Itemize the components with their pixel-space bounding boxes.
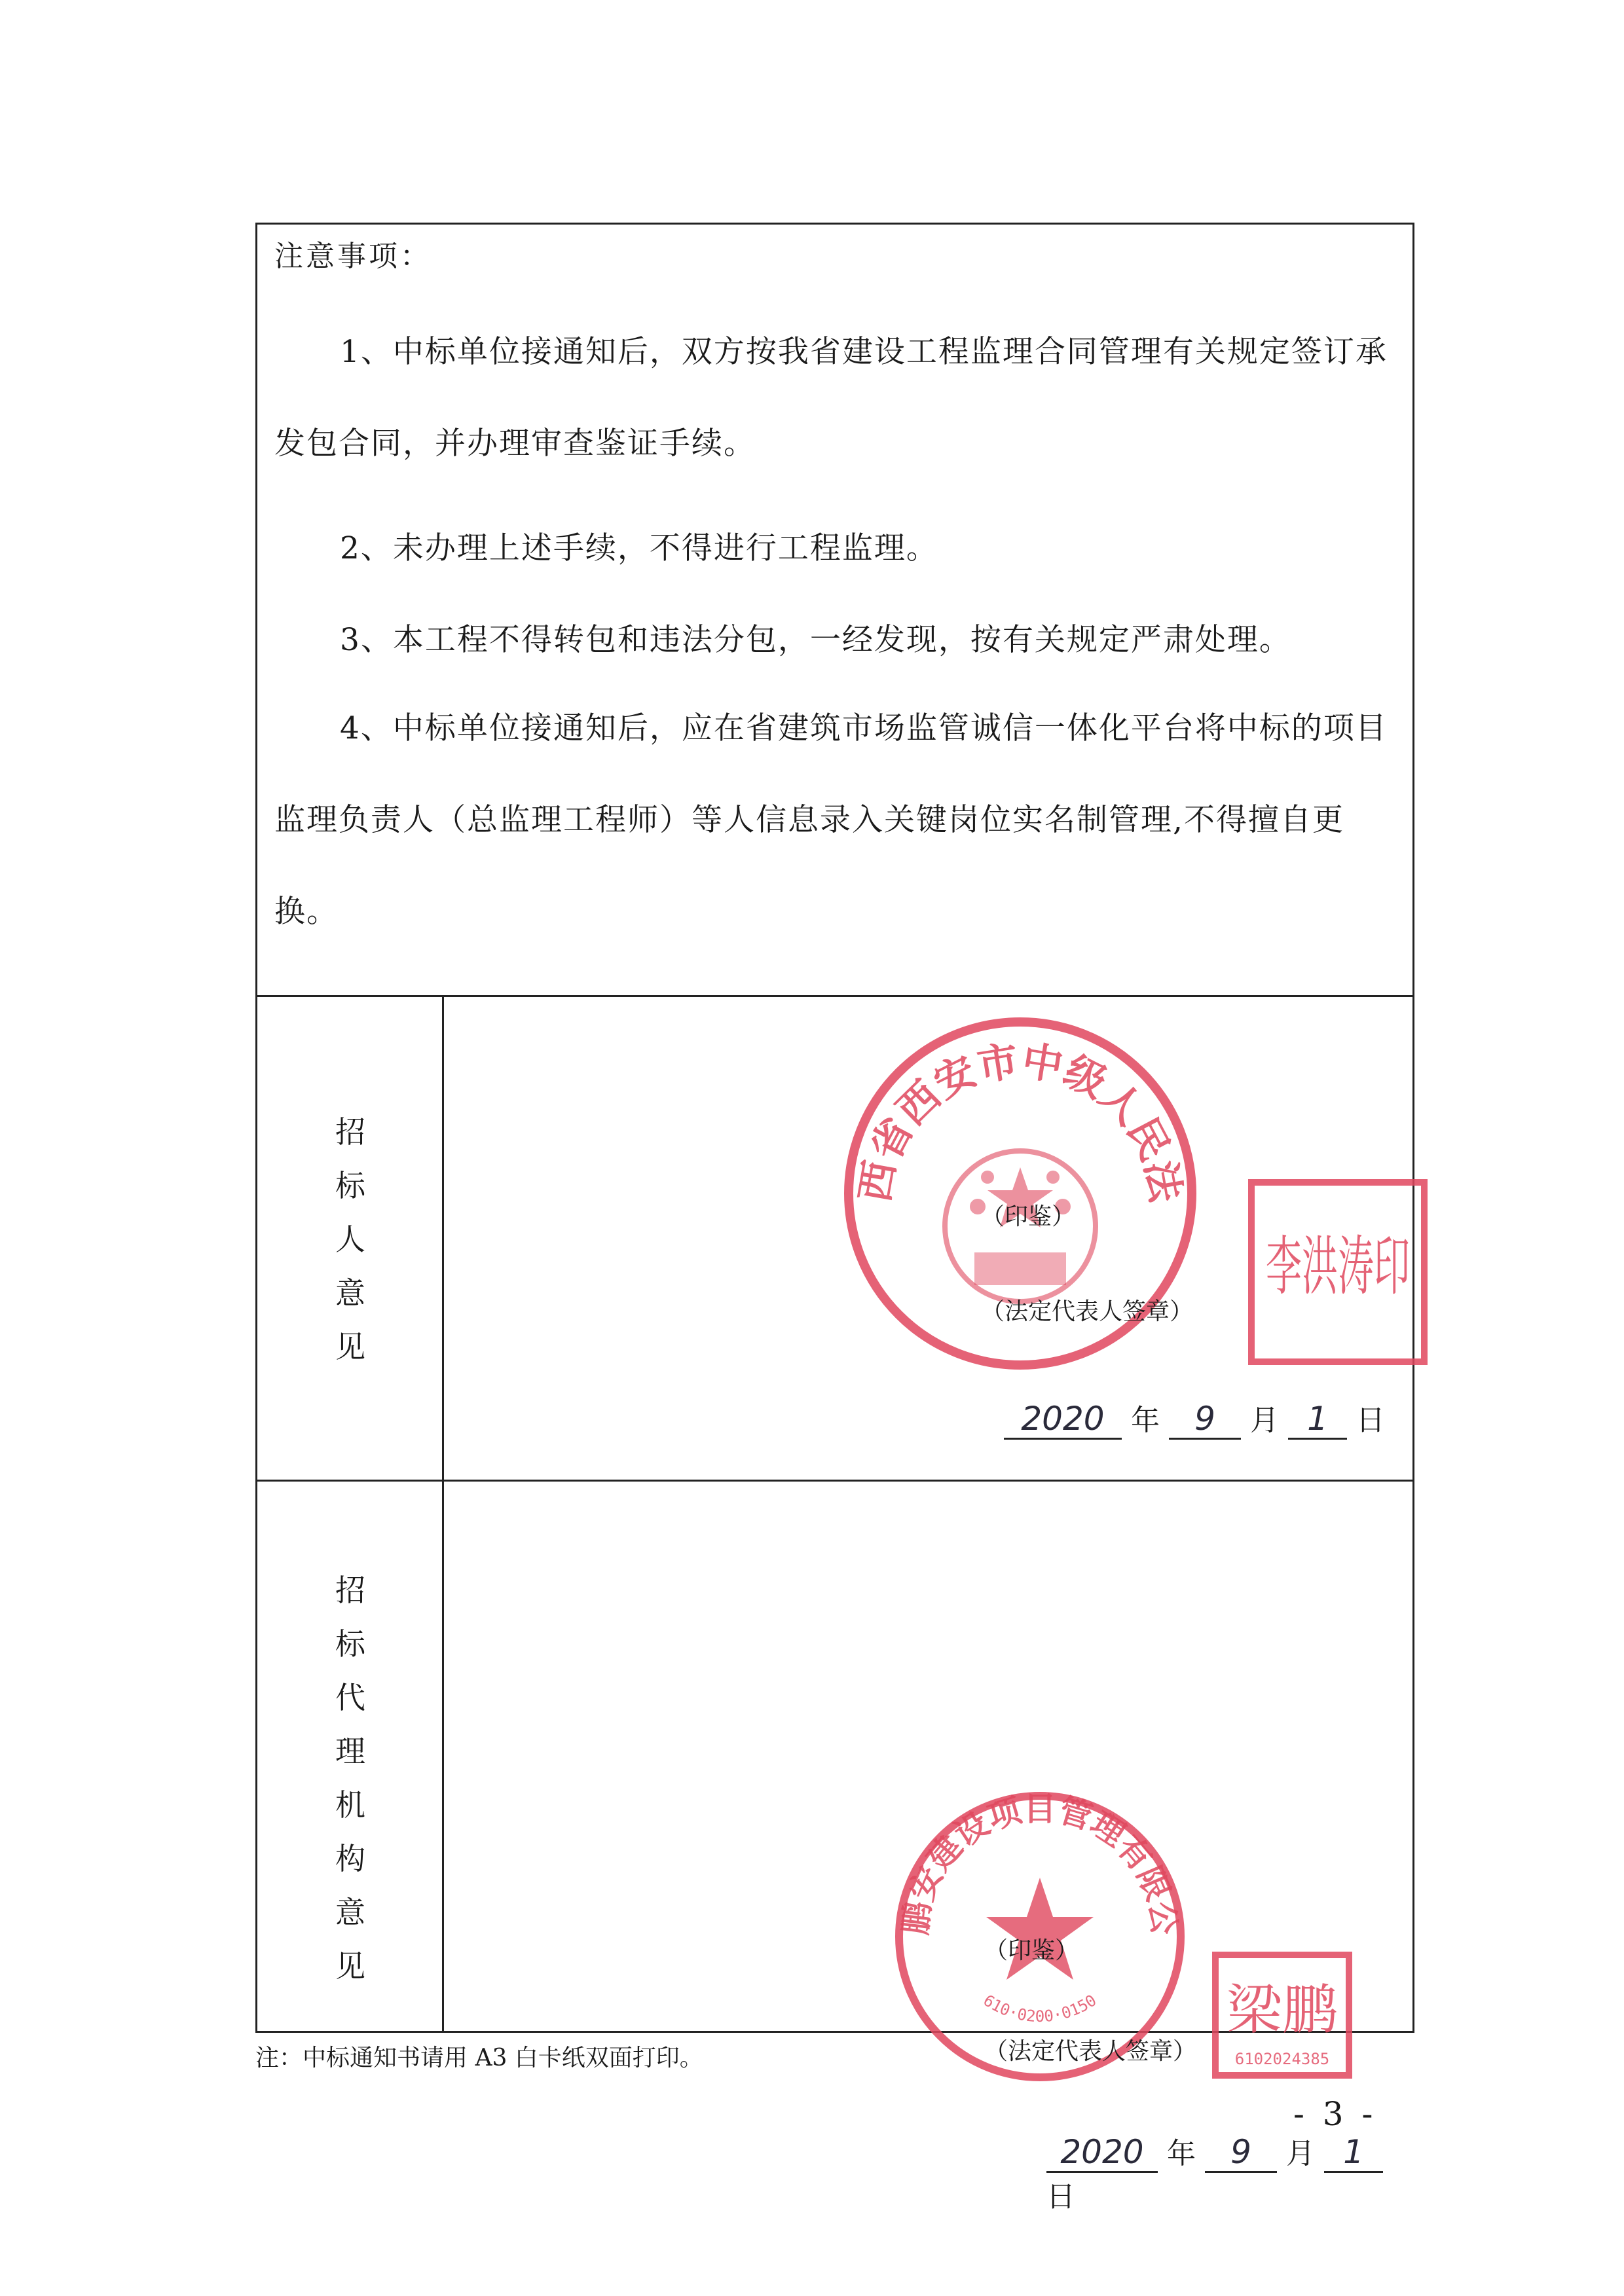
svg-text:大鹏安建设项目管理有限公司: 大鹏安建设项目管理有限公司	[873, 1755, 1185, 1937]
svg-text:610·0200·0150: 610·0200·0150	[980, 1991, 1100, 2026]
footnote: 注：中标通知书请用 A3 白卡纸双面打印。	[255, 2045, 703, 2071]
agent-seal-caption: （印鉴）	[984, 1937, 1079, 1964]
agent-rep-caption: （法定代表人签章）	[984, 2038, 1197, 2065]
agent-date-month: 9	[1205, 2133, 1277, 2173]
tenderer-date-day: 1	[1288, 1400, 1347, 1440]
agent-personal-seal	[1210, 1950, 1354, 2081]
note-item-4: 4、中标单位接通知后，应在省建筑市场监管诚信一体化平台将中标的项目监理负责人（总监理工程师）等人信息录入关键岗位实名制管理,不得擅自更换。	[274, 710, 1388, 930]
agent-date-year: 2020	[1046, 2133, 1158, 2173]
tenderer-seal-caption: （印鉴）	[981, 1203, 1076, 1230]
agent-label-cell	[257, 1482, 444, 2033]
svg-text:陕西省西安市中级人民法院: 陕西省西安市中级人民法院	[816, 972, 1190, 1206]
tenderer-personal-seal	[1246, 1177, 1430, 1367]
notes-section	[257, 225, 1412, 997]
svg-text:6102024385: 6102024385	[1234, 2050, 1330, 2068]
tenderer-label: 招标人意见	[335, 1114, 365, 1364]
tenderer-date-month-unit: 月	[1250, 1404, 1279, 1437]
note-item-3: 3、本工程不得转包和违法分包，一经发现，按有关规定严肃处理。	[340, 622, 1291, 658]
tenderer-date-day-unit: 日	[1356, 1404, 1385, 1437]
tenderer-opinion-row	[257, 972, 1412, 1482]
agent-date-day-unit: 日	[1046, 2180, 1075, 2214]
tenderer-date-year: 2020	[1004, 1400, 1122, 1440]
tenderer-label-cell	[257, 997, 444, 1480]
note-item-1: 1、中标单位接通知后，双方按我省建设工程监理合同管理有关规定签订承发包合同，并办理审查鉴证手续。	[274, 334, 1388, 462]
tenderer-date-month: 9	[1169, 1400, 1241, 1440]
agent-date-year-unit: 年	[1167, 2137, 1196, 2170]
svg-text:李洪涛印: 李洪涛印	[1266, 1230, 1410, 1304]
tenderer-date	[1004, 1396, 1385, 1440]
agent-date-day: 1	[1324, 2133, 1383, 2173]
tenderer-date-year-unit: 年	[1131, 1404, 1160, 1437]
agent-label: 招标代理机构意见	[335, 1573, 365, 1984]
svg-text:梁鹏: 梁鹏	[1227, 1979, 1338, 2041]
agent-date	[1046, 2130, 1412, 2215]
notes-title: 注意事项：	[274, 240, 432, 273]
tenderer-rep-caption: （法定代表人签章）	[981, 1298, 1194, 1325]
page-number: - 3 -	[1293, 2095, 1377, 2133]
agent-date-month-unit: 月	[1286, 2137, 1315, 2170]
note-item-2: 2、未办理上述手续，不得进行工程监理。	[340, 530, 938, 566]
